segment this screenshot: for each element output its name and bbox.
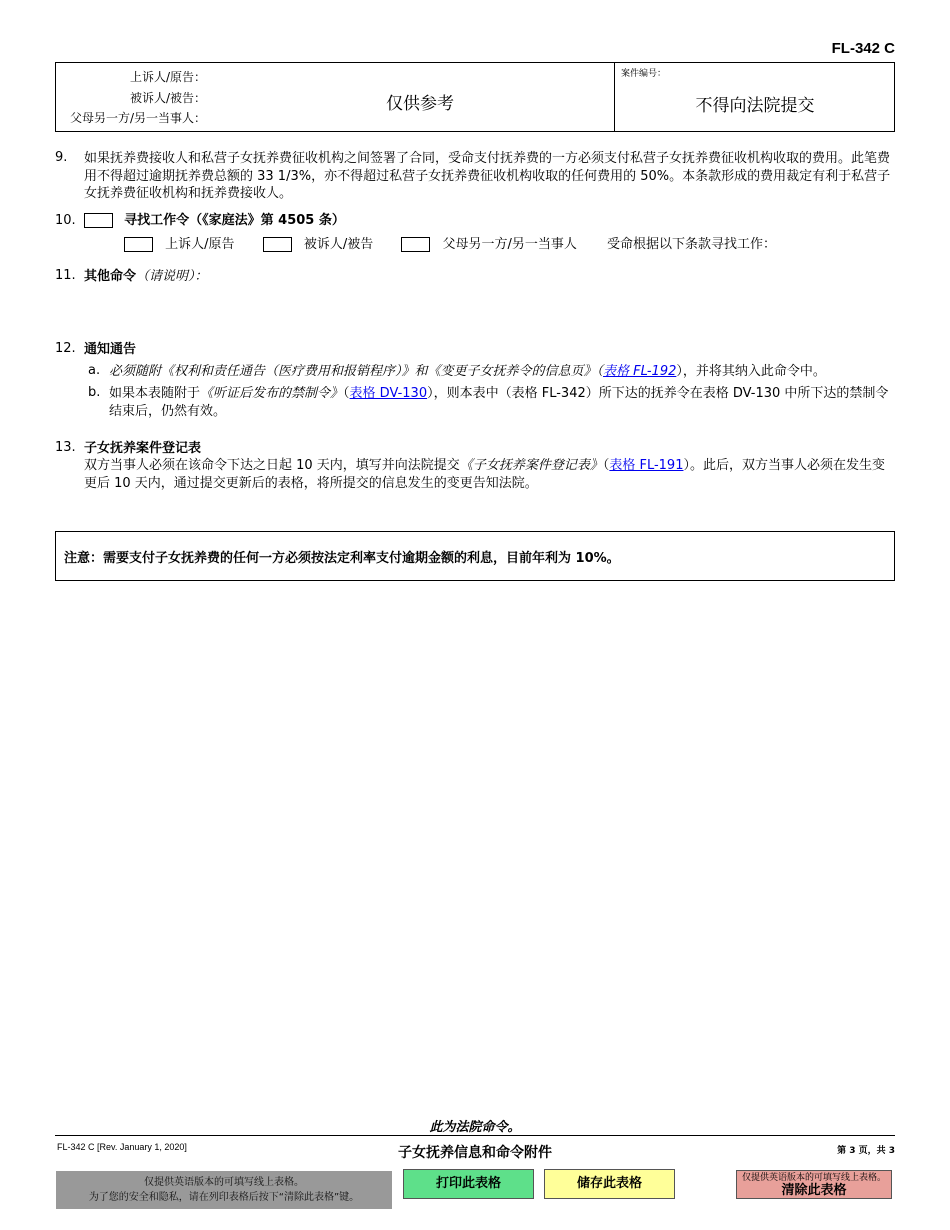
other-parent-checkbox[interactable] bbox=[401, 237, 430, 252]
respondent-checkbox[interactable] bbox=[263, 237, 292, 252]
party-label-other-parent: 父母另一方/另一当事人： bbox=[69, 111, 206, 125]
item-12-title: 通知通告 bbox=[84, 342, 137, 357]
other-parent-option-label: 父母另一方/另一当事人 bbox=[442, 237, 577, 252]
clear-form-button[interactable] bbox=[736, 1170, 892, 1199]
footer-form-title: 子女抚养信息和命令附件 bbox=[398, 1145, 552, 1161]
party-label-respondent: 被诉人/被告： bbox=[129, 91, 206, 105]
party-label-petitioner: 上诉人/原告： bbox=[129, 70, 206, 84]
petitioner-option-label: 上诉人/原告 bbox=[165, 237, 235, 252]
item-13-post: ）。此后，双方当事人必须在发生变更后 10 天内，通过提交更新后的表格，将所提交的信息发生的变更告知法院。 bbox=[84, 458, 885, 491]
footer-divider bbox=[55, 1135, 895, 1136]
info-line-2: 为了您的安全和隐私，请在列印表格后按下“清除此表格”键。 bbox=[88, 1192, 360, 1203]
form-id: FL-342 C bbox=[831, 40, 895, 57]
item-13-mid: （ bbox=[602, 458, 610, 473]
item-11-hint: （请说明）： bbox=[136, 269, 208, 284]
not-for-filing-text: 不得向法院提交 bbox=[695, 96, 815, 116]
item-12a-pre: 必须随附《权利和责任通告（医疗费用和报销程序）》和《变更子女抚养令的信息页》（ bbox=[109, 364, 604, 379]
item-12a-post: ），并将其纳入此命令中。 bbox=[676, 364, 826, 379]
item-10-number: 10. bbox=[55, 213, 76, 228]
reference-only-text: 仅供参考 bbox=[386, 94, 454, 114]
item-13-title: 子女抚养案件登记表 bbox=[84, 441, 202, 456]
item-13-number: 13. bbox=[55, 440, 76, 455]
page-number: 第 3 页，共 3 bbox=[837, 1146, 895, 1156]
caption-parties bbox=[56, 63, 614, 131]
form-dv130-link[interactable]: 表格 DV-130 bbox=[349, 386, 428, 401]
item-12b-post: ），则本表中（表格 FL-342）所下达的抚养令在表格 DV-130 中所下达的禁制令结束后，仍然有效。 bbox=[109, 386, 889, 419]
item-10-tail-text: 受命根据以下条款寻找工作： bbox=[607, 237, 777, 252]
item-9-number: 9. bbox=[55, 150, 68, 165]
item-11-title-row bbox=[84, 268, 894, 286]
petitioner-checkbox[interactable] bbox=[124, 237, 153, 252]
court-order-text: 此为法院命令。 bbox=[429, 1120, 521, 1135]
item-10-options bbox=[124, 233, 894, 252]
item-10-title-row bbox=[84, 212, 894, 230]
case-number-label: 案件编号： bbox=[621, 69, 667, 79]
respondent-option-label: 被诉人/被告 bbox=[303, 237, 374, 252]
revision-date: FL-342 C [Rev. January 1, 2020] bbox=[57, 1142, 187, 1152]
item-12a-text bbox=[109, 363, 894, 381]
item-12b-mid: （ bbox=[343, 386, 350, 401]
item-13-pre: 双方当事人必须在该命令下达之日起 10 天内，填写并向法院提交 bbox=[84, 458, 460, 473]
item-11-number: 11. bbox=[55, 268, 76, 283]
item-12b-text bbox=[109, 385, 894, 420]
item-12b-italic: 《听证后发布的禁制令》 bbox=[200, 386, 344, 401]
item-12b-pre: 如果本表随附于 bbox=[109, 386, 201, 401]
item-9-text: 如果抚养费接收人和私营子女抚养费征收机构之间签署了合同，受命支付抚养费的一方必须支付私营子女抚养费征收机构收取的费用。此笔费用不得超过逾期抚养费总额的 33 1/3%，亦不得超过私营子女抚养费征收机构收取的任何费用的 50%。本条款形成的费用裁定有利于私营子女抚养费征收机构和抚养费接收人。 bbox=[84, 151, 891, 201]
item-11-title: 其他命令 bbox=[84, 269, 137, 284]
info-line-1: 仅提供英语版本的可填写线上表格。 bbox=[144, 1177, 304, 1188]
item-10-title: 寻找工作令（《家庭法》第 4505 条） bbox=[124, 213, 345, 228]
item-12a-label: a. bbox=[88, 363, 101, 378]
form-info-box bbox=[56, 1171, 392, 1209]
item-13-italic: 《子女抚养案件登记表》 bbox=[459, 458, 603, 473]
clear-button-note: 仅提供英语版本的可填写线上表格。 bbox=[741, 1173, 886, 1183]
caption-box bbox=[55, 62, 895, 132]
clear-button-label: 清除此表格 bbox=[781, 1183, 847, 1198]
case-number-box bbox=[614, 63, 894, 131]
item-12-number: 12. bbox=[55, 341, 76, 356]
form-fl192-link[interactable]: 表格 FL-192 bbox=[603, 364, 677, 379]
interest-notice: 注意：需要支付子女抚养费的任何一方必须按法定利率支付逾期金额的利息，目前年利为 10%。 bbox=[55, 531, 895, 581]
seek-work-checkbox[interactable] bbox=[84, 213, 113, 228]
item-12b-label: b. bbox=[88, 385, 101, 400]
save-form-button[interactable]: 储存此表格 bbox=[544, 1169, 675, 1199]
item-13-text bbox=[84, 457, 894, 492]
form-fl191-link[interactable]: 表格 FL-191 bbox=[609, 458, 684, 473]
print-form-button[interactable]: 打印此表格 bbox=[403, 1169, 534, 1199]
